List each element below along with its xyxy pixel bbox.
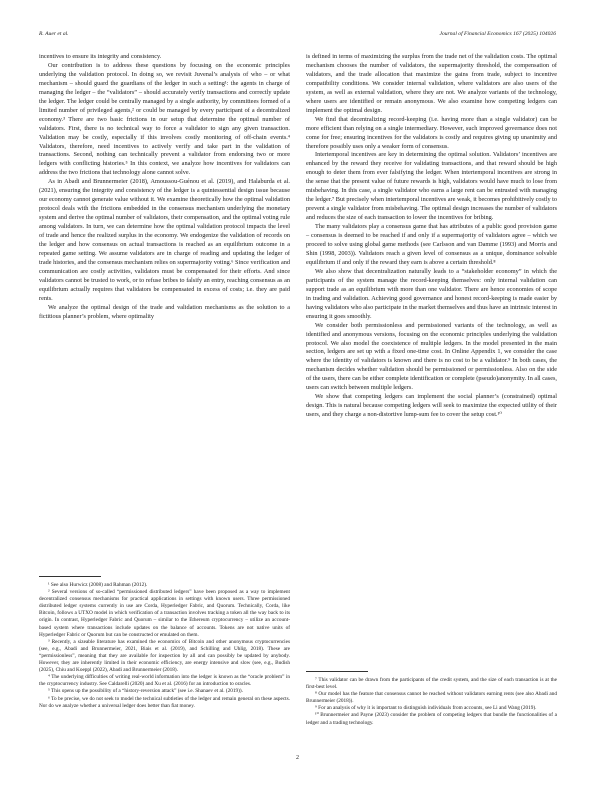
right-footnotes — [306, 671, 557, 727]
footnote-rule — [306, 671, 368, 672]
footnote: ⁹ For an analysis of why it is important to distinguish individuals from accounts, see Li and Wang (2019). — [315, 705, 537, 712]
paragraph: is defined in terms of maximizing the surplus from the trade net of the validation costs. The optimal mechanism chooses the number of validators, the supermajority threshold, the compensation of validators, and the trade allocation that maximize the gains from trade, subject to incentive compatibility conditions. We consider internal validation, where validators are also users of the system, as well as external validation, where they are not. We analyze variants of the technology, where users are identified or remain anonymous. We also examine how competing ledgers can implement the optimal design. — [306, 53, 557, 114]
footnote-rule — [39, 576, 101, 577]
page-number: 2 — [296, 755, 299, 761]
paragraph: As in Abadi and Brunnermeier (2018), Amoussou-Guénou et al. (2019), and Halaburda et al. (2021), ensuring the integrity and consistency of the ledger is a quintessential design issue because our economy cannot generate value without it. We examine theoretically how the optimal validation protocol deals with the frictions embedded in the consensus mechanism underlying the monetary system and derive the optimal number of validators, their compensation, and the optimal voting rule among validators. In turn, we can determine how the optimal validation protocol impacts the level of trade and hence the realized surplus in the economy. We endogenize the validation of records on the ledger and how consensus on actual transactions is reached as an equilibrium outcome in a repeated game setting. We assume validators are in charge of reading and updating the ledger of trade histories, and the consensus mechanism relies on supermajority voting.⁶ Since verification and communication are costly activities, validators must be compensated for their efforts. And since validators cannot be trusted to work, or to refuse bribes to falsify an entry, reaching consensus as an equilibrium actually requires that validators be compensated in excess of costs; i.e. they are paid rents. — [39, 178, 290, 302]
footnote: ¹⁰ Brunnermeier and Payne (2023) consider the problem of competing ledgers that bundle the functionalities of a ledger and a trading technology. — [306, 712, 557, 726]
footnote: ⁷ This validator can be drawn from the participants of the credit system, and the size of each transaction is at the first-best level. — [306, 677, 557, 691]
paragraph: Intertemporal incentives are key in determining the optimal solution. Validators’ incentives are enhanced by the reward they receive for validating transactions, and that reward should be high enough to deter them from ever falsifying the ledger. When intertemporal incentives are strong in the sense that the present value of future rewards is high, validators would have much to lose from misbehaving. In this case, a single validator who earns a large rent can be entrusted with managing the ledger.⁷ But precisely when intertemporal incentives are weak, it becomes prohibitively costly to prevent a single validator from misbehaving. The optimal design increases the number of validators and reduces the size of each transaction to lower the incentives for bribing. — [306, 151, 557, 222]
paragraph: incentives to ensure its integrity and consistency. — [39, 53, 162, 60]
left-footnotes — [39, 576, 290, 710]
footnote: ⁶ To be precise, we do not seek to model the technical subtleties of the ledger and remain general on these aspects. Nor do we analyze whether a universal ledger does better than fiat money. — [39, 695, 290, 709]
footnote: ¹ See also Hurwicz (2008) and Rahman (2012). — [48, 582, 148, 588]
footnote: ⁴ The underlying difficulties of writing real-world information into the ledger is known as the “oracle problem” in the cryptocurrency industry. See Caldarelli (2020) and Xu et al. (2016) for an introduction to oracles. — [39, 674, 290, 688]
footnote: ⁵ This opens up the possibility of a “history-reversion attack” (see i.e. Shanaev et al. (2019)). — [48, 688, 243, 695]
header-authors: R. Auer et al. — [39, 31, 69, 37]
paragraph: Our contribution is to address these questions by focusing on the economic principles underlying the validation protocol. In doing so, we revisit Juvenal’s analysis of who – or what mechanism – should guard the guardians of the ledger in such a setting¹: the agents in charge of managing the ledger – the “validators” – should accurately verify transactions and correctly update the ledger. The ledger could be centrally managed by a single authority, by committees formed of a limited number of privileged agents,² or could be managed by every participant of a decentralized economy.³ There are two basic frictions in our setup that determine the optimal number of validators. First, there is no technical way to force a validator to sign any given transaction. Validation may be costly, especially if this involves costly monitoring of off-chain events.⁴ Validators, therefore, need incentives to actively verify and take part in the validation of transactions. Second, nothing can technically prevent a validator from endorsing two or more ledgers with conflicting histories.⁵ In this context, we analyze how incentives for validators can address the two frictions that technology alone cannot solve. — [39, 61, 290, 177]
footnote: ² Several versions of so-called “permissioned distributed ledgers” have been proposed as a way to implement decentralized consensus mechanisms for practical applications in settings with known users. Three permissioned distributed ledger systems currently in use are Corda, Hyperledger Fabric, and Quorum. Technically, Corda, like Bitcoin, follows a UTXO model in which verification of a transaction involves tracking a token all the way back to its origin. In contrast, Hyperledger Fabric and Quorum – similar to the Ethereum cryptocurrency – utilize an account-based system where transactions include updates on the balance of accounts. Tokens are not native units of Hyperledger Fabric or Quorum but can be constructed or emulated on them. — [39, 589, 290, 638]
paragraph: We find that decentralizing record-keeping (i.e. having more than a single validator) can be more efficient than relying on a single intermediary. However, such improved governance does not come for free; ensuring incentives for the validators is costly and requires giving up unanimity and therefore possibly uses only a weaker form of consensus. — [306, 115, 557, 150]
paragraph: We consider both permissionless and permissioned variants of the technology, as well as identified and anonymous versions, focusing on the economic principles underlying the validation protocol. We also model the coexistence of multiple ledgers. In the model presented in the main section, ledgers are set up with a fixed one-time cost. In Online Appendix 1, we consider the case where the identity of validators is known and there is no cost to be a validator.⁹ In both cases, the mechanism decides whether validation should be permissioned or permissionless. Also on the side of the users, there can be either complete identification or complete (pseudo)anonymity. In all cases, users can switch between multiple ledgers. — [306, 321, 557, 392]
paragraph: We also show that decentralization naturally leads to a “stakeholder economy” in which the participants of the system manage the record-keeping themselves: only internal validation can support trade as an equilibrium with more than one validator. There are hence economies of scope in trading and validation. Achieving good governance and honest record-keeping is made easier by having validators who also participate in the market themselves and thus have an intrinsic interest in ensuring it goes smoothly. — [306, 267, 557, 320]
paragraph: We analyze the optimal design of the trade and validation mechanisms as the solution to a fictitious planner’s problem, where optimality — [39, 303, 290, 320]
footnote: ⁸ Our model has the feature that consensus cannot be reached without validators earning rents (see also Abadi and Brunnermeier (2018)). — [306, 691, 557, 705]
paragraph: We show that competing ledgers can implement the social planner’s (constrained) optimal design. This is natural because competing ledgers will seek to maximize the expected utility of their users, and they charge a non-distortive lump-sum fee to cover the setup cost.¹⁰ — [306, 393, 557, 419]
paragraph: The many validators play a consensus game that has attributes of a public good provision game – consensus is deemed to be reached if and only if a supermajority of validators agree – which we proceed to solve using global game methods (see Carlsson and van Damme (1993) and Morris and Shin (1998, 2003)). Validators reach a given level of consensus as a unique, dominance solvable equilibrium if and only if the reward they earn is above a certain threshold.⁸ — [306, 223, 557, 266]
right-column — [306, 53, 557, 420]
header-journal: Journal of Financial Economics 167 (2025) 104026 — [439, 31, 556, 37]
footnote: ³ Recently, a sizeable literature has examined the economics of Bitcoin and other anonymous cryptocurrencies (see, e.g., Abadi and Brunnermeier, 2021, Biais et al. (2019), and Schilling and Uhlig, 2018). These are “permissionless”, meaning that they are available for inspection by all and can possibly be updated by anybody. However, they are inherently limited in their economic efficiency, are energy intensive and slow (see, e.g., Budish (2025), Chiu and Koeppl (2022), Abadi and Brunnermeier (2018). — [39, 638, 290, 674]
running-header — [39, 31, 556, 41]
left-column — [39, 53, 290, 322]
